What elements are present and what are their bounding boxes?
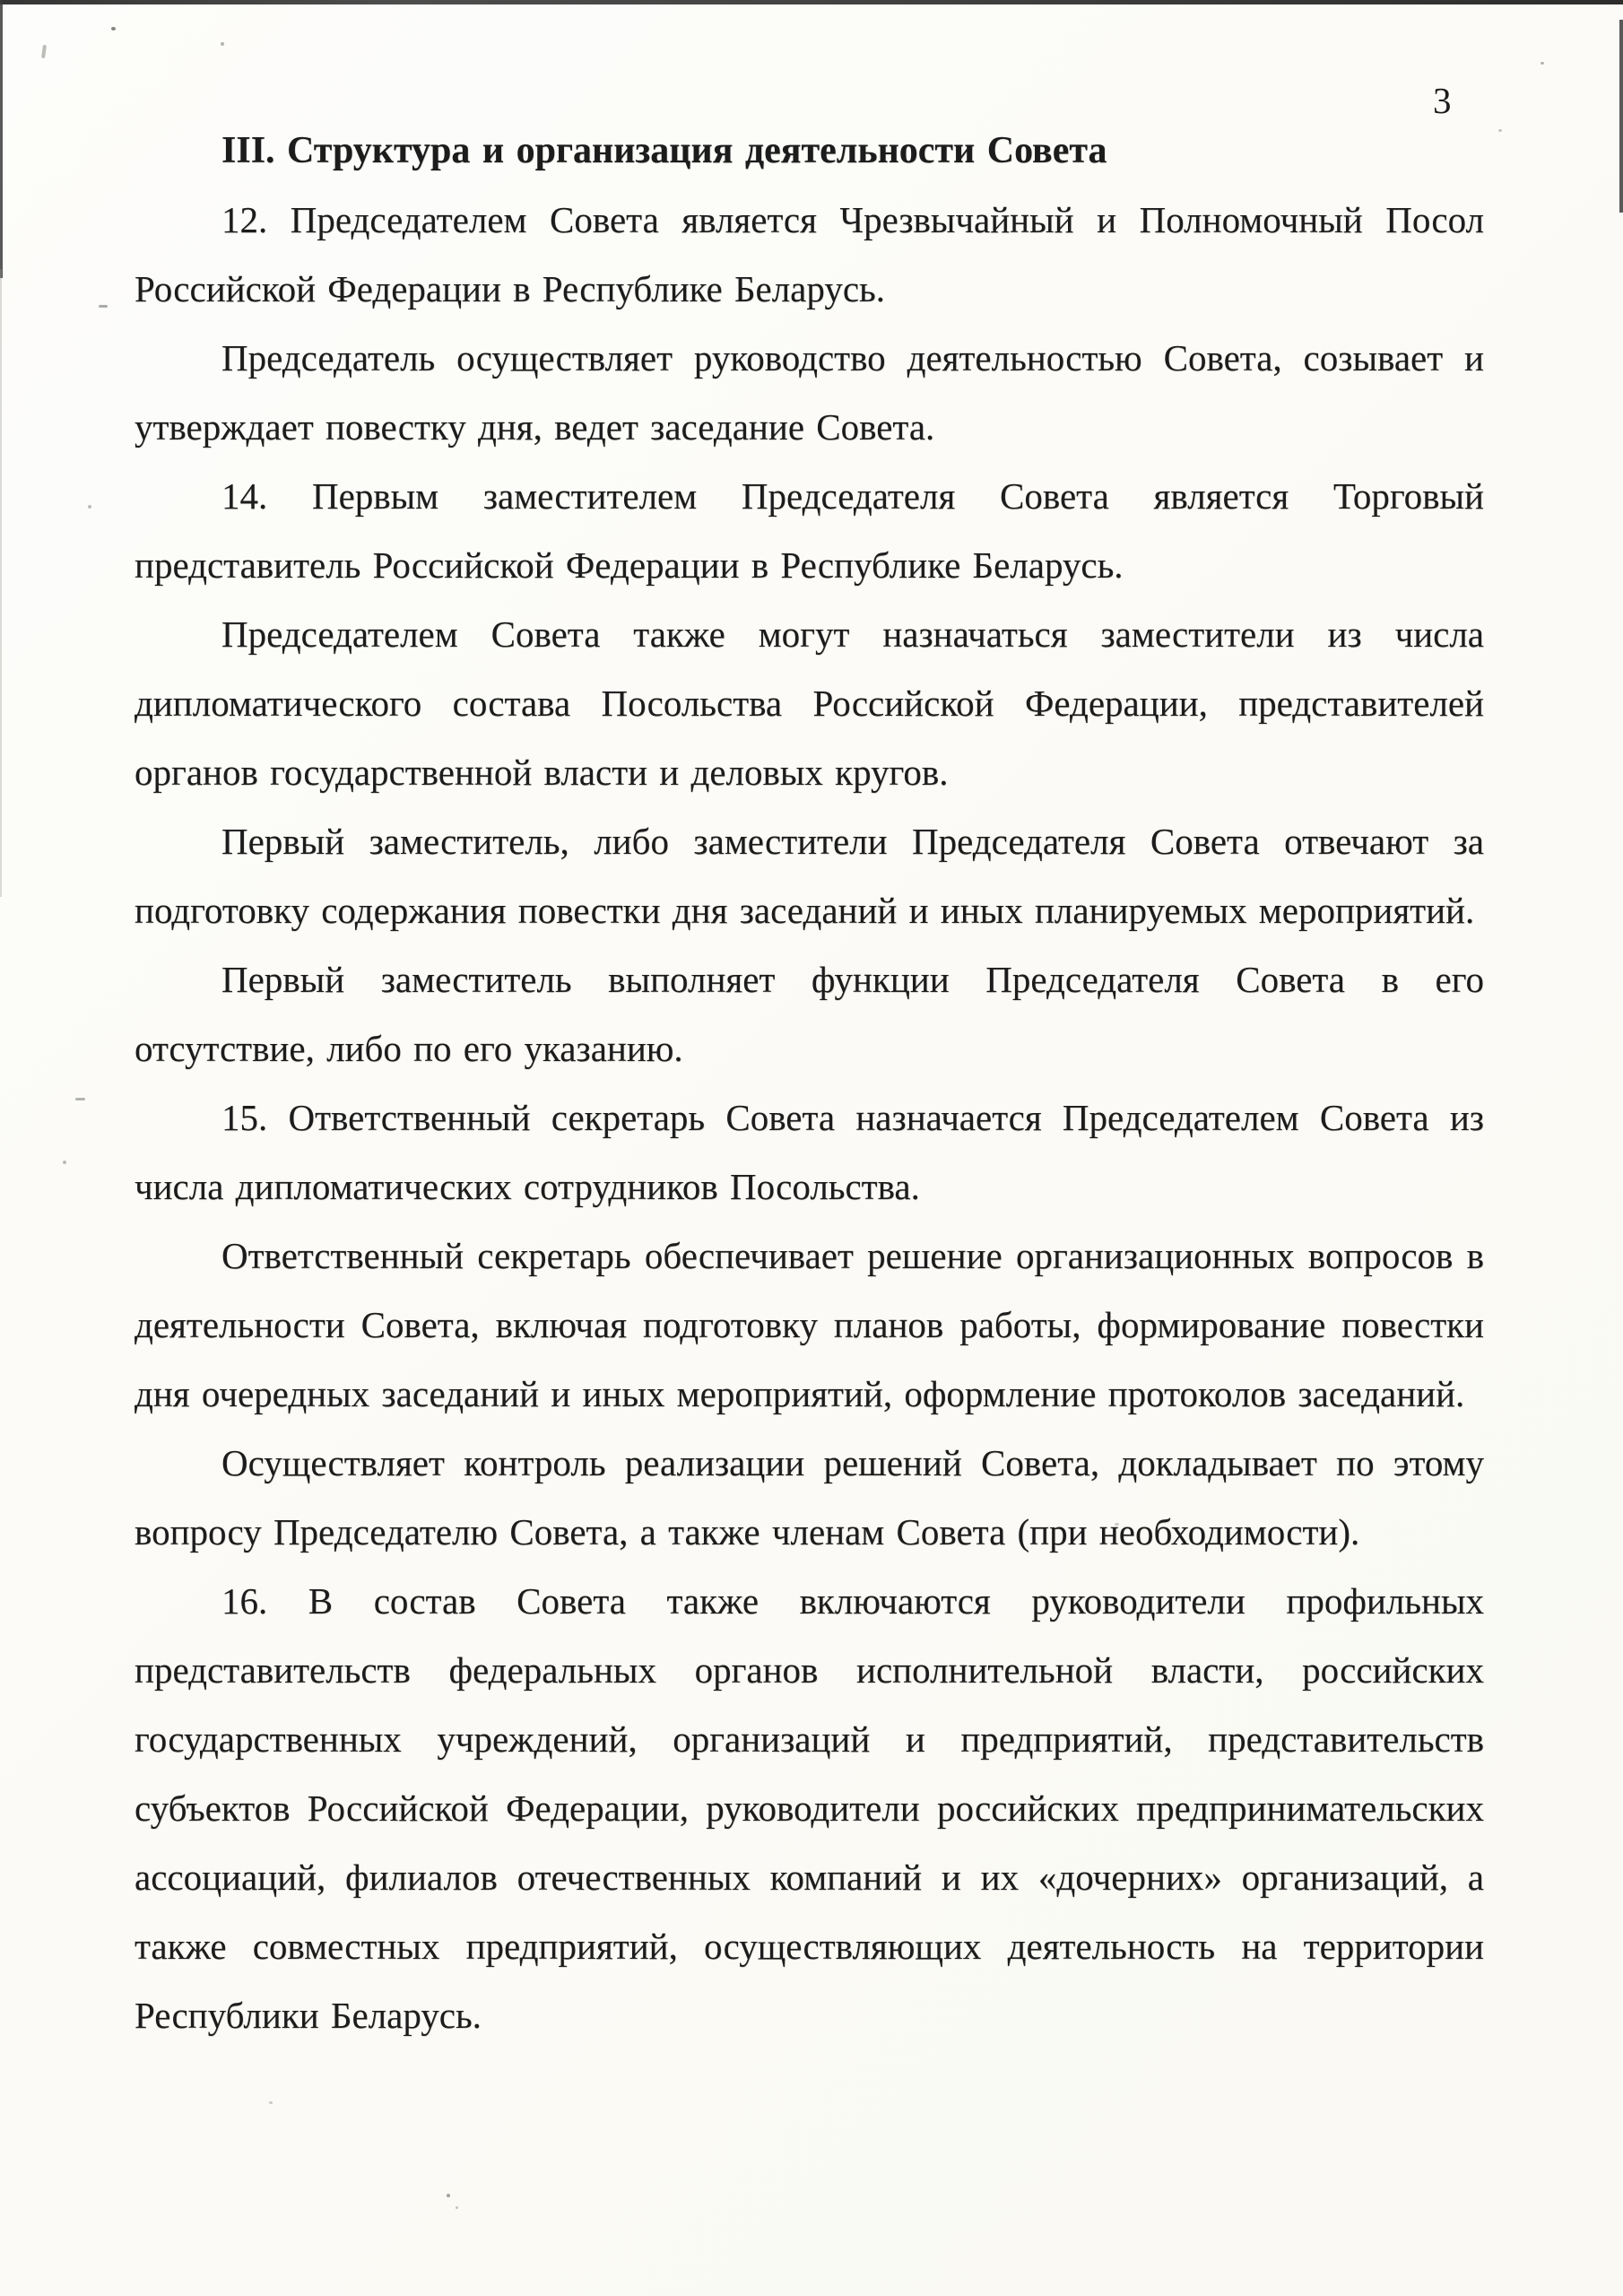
scan-speck: [41, 45, 47, 58]
scan-speck: [111, 27, 116, 30]
scan-edge-left: [0, 0, 3, 278]
document-body: [135, 117, 1484, 2050]
paragraph: 12. Председателем Совета является Чрезвычайный и Полномочный Посол Российской Федерации в Республике Беларусь.: [135, 199, 1484, 309]
paragraph: 14. Первым заместителем Председателя Совета является Торговый представитель Российской Федерации в Республике Беларусь.: [135, 475, 1484, 586]
paragraph: Председатель осуществляет руководство деятельностью Совета, созывает и утверждает повестку дня, ведет заседание Совета.: [135, 337, 1484, 448]
scan-speck: [1541, 62, 1544, 65]
scan-speck: [75, 1098, 85, 1100]
scan-speck: [221, 42, 224, 46]
scan-speck: [88, 505, 91, 509]
paragraph: Первый заместитель, либо заместители Председателя Совета отвечают за подготовку содержания повестки дня заседаний и иных планируемых мероприятий.: [135, 821, 1484, 931]
scan-speck: [456, 2206, 458, 2209]
scan-edge-top: [0, 0, 1623, 4]
scan-speck: [99, 305, 108, 308]
scan-speck: [447, 2194, 450, 2197]
paragraph: Первый заместитель выполняет функции Председателя Совета в его отсутствие, либо по его указанию.: [135, 959, 1484, 1069]
section-heading: III. Структура и организация деятельности Совета: [221, 130, 1107, 171]
page-number: 3: [1433, 80, 1452, 121]
paragraph: 15. Ответственный секретарь Совета назначается Председателем Совета из числа дипломатических сотрудников Посольства.: [135, 1097, 1484, 1207]
paragraph: 16. В состав Совета также включаются руководители профильных представительств федеральных органов исполнительной власти, российских государственных учреждений, организаций и предприятий, представительств субъектов Российской Федерации, руководители российских предпринимательских ассоциаций, филиалов отечественных компаний и их «дочерних» организаций, а также совместных предприятий, осуществляющих деятельность на территории Республики Беларусь.: [135, 1580, 1484, 2036]
scan-edge-right: [1619, 20, 1623, 213]
scan-speck: [269, 2101, 273, 2104]
paragraph: Осуществляет контроль реализации решений Совета, докладывает по этому вопросу Председателю Совета, а также членам Совета (при необходимости).: [135, 1442, 1484, 1552]
paragraph: Председателем Совета также могут назначаться заместители из числа дипломатического состава Посольства Российской Федерации, представителей органов государственной власти и деловых кругов.: [135, 613, 1484, 793]
scan-edge-left-faint: [0, 269, 2, 897]
paragraph: Ответственный секретарь обеспечивает решение организационных вопросов в деятельности Совета, включая подготовку планов работы, формирование повестки дня очередных заседаний и иных мероприятий, оформление протоколов заседаний.: [135, 1235, 1484, 1414]
scan-speck: [1498, 129, 1502, 132]
scan-speck: [63, 1161, 66, 1164]
